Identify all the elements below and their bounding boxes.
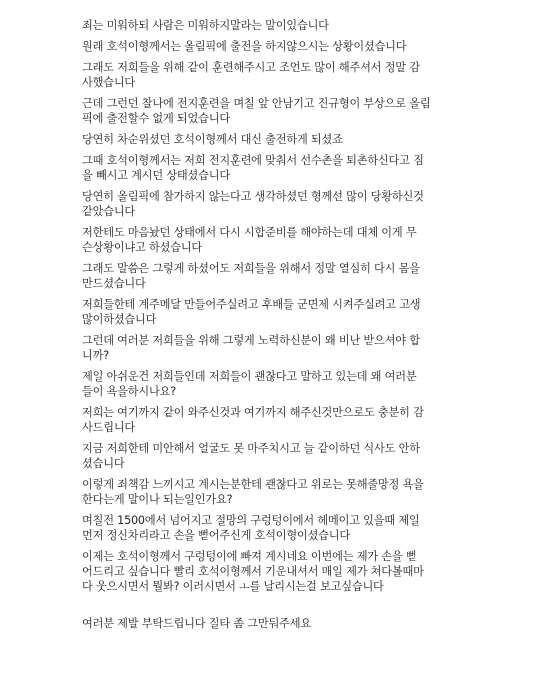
text-line: 같았습니다 — [82, 205, 136, 218]
text-line: 을 빼시고 계시던 상태셨습니다 — [82, 169, 230, 182]
text-line: 며칠전 1500에서 넘어지고 절망의 구렁텅이에서 헤메이고 있을때 제일 — [82, 514, 420, 527]
paragraph — [82, 18, 492, 33]
paragraph — [82, 549, 492, 594]
text-line: 그래도 말씀은 그렇게 하셨어도 저희들을 위해서 정말 열심히 다시 몸을 — [82, 262, 420, 275]
text-line: 이렇게 죄책감 느끼시고 계시는분한테 괜찮다고 위로는 못해줄망정 욕을 — [82, 478, 424, 491]
paragraph — [82, 369, 492, 399]
text-line: 죄는 미워하되 사람은 미워하지말라는 말이있습니다 — [82, 19, 329, 32]
text-line: 그래도 저희들을 위해 같이 훈련해주시고 조언도 많이 해주셔서 정말 감 — [82, 61, 420, 74]
paragraph — [82, 153, 492, 183]
paragraph — [82, 297, 492, 327]
text-line: 저희는 여기까지 같이 와주신것과 여기까지 해주신것만으로도 충분히 감 — [82, 406, 424, 419]
text-line: 먼저 정신차리라고 손을 뻗어주신게 호석이형이셨습니다 — [82, 529, 350, 542]
text-line: 사했습니다 — [82, 76, 136, 89]
text-line: 저한테도 마음놨던 상태에서 다시 시합준비를 해야하는데 대체 이게 무 — [82, 226, 417, 239]
text-line: 사드립니다 — [82, 421, 136, 434]
text-line: 니까? — [82, 349, 109, 362]
text-line: 근데 그런던 찰나에 전지훈련을 며칠 앞 안남기고 진규형이 부상으로 올림 — [82, 97, 431, 110]
text-line: 다 웃으시면서 뭘봐? 이러시면서 ㅗ를 날리시는걸 보고싶습니다 — [82, 580, 384, 593]
paragraph — [82, 441, 492, 471]
paragraph — [82, 189, 492, 219]
text-line: 지금 저희한테 미안해서 얼굴도 못 마주치시고 늘 같이하던 식사도 안하 — [82, 442, 420, 455]
text-line: 그런데 여러분 저희들을 위해 그렇게 노력하신분이 왜 비난 받으셔야 합 — [82, 334, 420, 347]
text-line: 셨습니다 — [82, 457, 125, 470]
text-line: 슨상황이냐고 하셨습니다 — [82, 241, 203, 254]
text-line: 어드리고 싶습니다 빨리 호석이형께서 기운내셔서 매일 제가 쳐다볼때마 — [82, 565, 424, 578]
paragraph — [82, 405, 492, 435]
paragraph — [82, 261, 492, 291]
paragraph — [82, 60, 492, 90]
letter-document — [82, 18, 492, 637]
text-line: 저희들한테 계주메달 만들어주실려고 후배들 군면제 시켜주실려고 고생 — [82, 298, 421, 311]
text-line: 제일 아쉬운건 저희들인데 저희들이 괜찮다고 말하고 있는데 왜 여러분 — [82, 370, 417, 383]
paragraph — [82, 225, 492, 255]
text-line: 그때 호석이형께서는 저희 전지훈련에 맞춰서 선수촌을 퇴촌하신다고 짐 — [82, 154, 424, 167]
text-line: 원래 호석이형께서는 올림픽에 출전을 하지않으시는 상황이셨습니다 — [82, 40, 407, 53]
text-line: 여러분 제발 부탁드립니다 질타 좀 그만둬주세요 — [82, 617, 311, 630]
text-line: 만드셨습니다 — [82, 277, 146, 290]
paragraph — [82, 333, 492, 363]
text-line: 많이하셨습니다 — [82, 313, 157, 326]
paragraph — [82, 132, 492, 147]
paragraph — [82, 96, 492, 126]
paragraph — [82, 616, 492, 631]
paragraph — [82, 513, 492, 543]
text-line: 당연히 차순위셨던 호석이형께서 대신 출전하게 되셨죠 — [82, 133, 343, 146]
text-line: 픽에 출전할수 없게 되었습니다 — [82, 112, 230, 125]
paragraph — [82, 477, 492, 507]
text-line: 이제는 호석이형께서 구렁텅이에 빠져 계시네요 이번에는 제가 손을 뻗 — [82, 550, 417, 563]
text-line: 들이 욕을하시나요? — [82, 385, 176, 398]
paragraph — [82, 39, 492, 54]
text-line: 한다는게 말이나 되는일인가요? — [82, 493, 233, 506]
text-line: 당연히 올림픽에 참가하지 않는다고 생각하셨던 형께선 많이 당황하신것 — [82, 190, 424, 203]
